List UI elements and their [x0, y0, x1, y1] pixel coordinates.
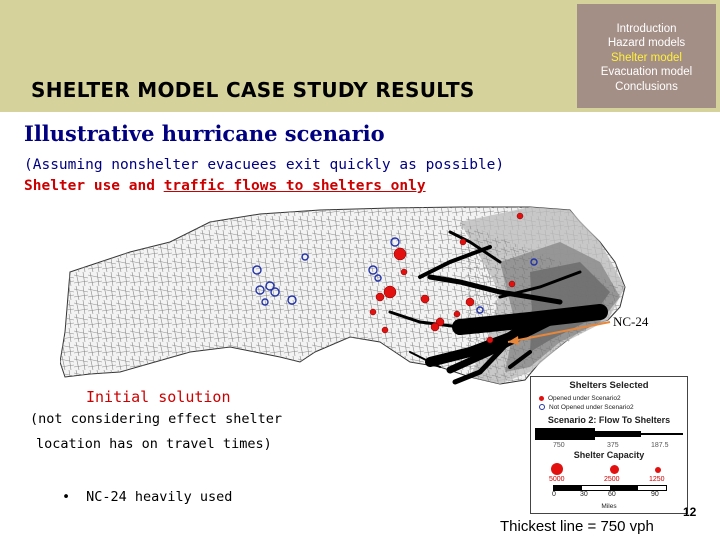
flow-value-187: 187.5 — [651, 442, 669, 449]
opened-shelter-icon — [539, 396, 544, 401]
legend-opened-label: Opened under Scenario2 — [548, 395, 621, 402]
capacity-value-1250: 1250 — [649, 476, 665, 483]
shelter-use-prefix: Shelter use and — [24, 178, 164, 194]
shelter-use-text — [24, 178, 426, 194]
capacity-5000-icon — [551, 463, 563, 475]
shelter-use-underlined: traffic flows to shelters only — [163, 178, 426, 194]
nav-item-conclusions[interactable]: Conclusions — [615, 80, 678, 93]
capacity-value-2500: 2500 — [604, 476, 620, 483]
shelter-opened — [517, 213, 523, 219]
shelter-opened — [454, 311, 460, 317]
shelter-opened — [466, 298, 474, 306]
shelter-opened — [421, 295, 429, 303]
nav-item-shelter-model[interactable]: Shelter model — [611, 51, 682, 64]
shelter-opened — [401, 269, 407, 275]
section-nav — [577, 4, 716, 108]
page-number: 12 — [683, 505, 697, 519]
slide-title: SHELTER MODEL CASE STUDY RESULTS — [31, 78, 475, 102]
capacity-1250-icon — [655, 467, 661, 473]
nc24-road-label: NC-24 — [613, 314, 649, 329]
scenario-subtitle: Illustrative hurricane scenario — [24, 121, 385, 146]
legend-not-opened-label: Not Opened under Scenario2 — [549, 404, 634, 411]
shelter-opened — [370, 309, 376, 315]
flow-width-scale — [535, 428, 683, 440]
flow-value-375: 375 — [607, 442, 619, 449]
shelter-opened — [460, 239, 466, 245]
scale-30: 30 — [580, 491, 588, 498]
note-line-2: location has on travel times) — [36, 436, 272, 452]
shelter-opened — [376, 293, 384, 301]
shelter-opened — [487, 337, 493, 343]
assumption-text: (Assuming nonshelter evacuees exit quickly as possible) — [24, 157, 505, 173]
legend-capacity-title: Shelter Capacity — [573, 450, 645, 460]
thickest-line-note: Thickest line = 750 vph — [500, 518, 654, 535]
initial-solution-heading: Initial solution — [86, 388, 231, 406]
shelter-opened — [431, 323, 439, 331]
shelter-opened — [384, 286, 396, 298]
nav-item-introduction[interactable]: Introduction — [616, 23, 677, 35]
nav-item-hazard-models[interactable]: Hazard models — [607, 37, 686, 50]
capacity-value-5000: 5000 — [549, 476, 565, 483]
scale-unit: Miles — [601, 503, 617, 510]
bullet-text: NC-24 heavily used — [86, 489, 233, 505]
legend-opened — [539, 395, 621, 402]
not-opened-shelter-icon — [539, 404, 545, 410]
legend-flow-title: Scenario 2: Flow To Shelters — [547, 415, 671, 425]
scale-0: 0 — [552, 491, 556, 498]
shelter-opened — [509, 281, 515, 287]
flow-value-750: 750 — [553, 442, 565, 449]
nav-item-evacuation-model[interactable]: Evacuation model — [600, 66, 693, 79]
scale-90: 90 — [651, 491, 659, 498]
legend-title: Shelters Selected — [569, 380, 649, 391]
scale-60: 60 — [608, 491, 616, 498]
legend-not-opened — [539, 404, 634, 411]
shelter-opened — [394, 248, 406, 260]
note-line-1: (not considering effect shelter — [30, 411, 282, 427]
bullet-icon: • — [62, 489, 71, 505]
shelter-opened — [382, 327, 388, 333]
map-legend — [530, 376, 688, 514]
bullet-item — [62, 489, 232, 505]
capacity-2500-icon — [610, 465, 619, 474]
slide-header — [0, 0, 720, 112]
